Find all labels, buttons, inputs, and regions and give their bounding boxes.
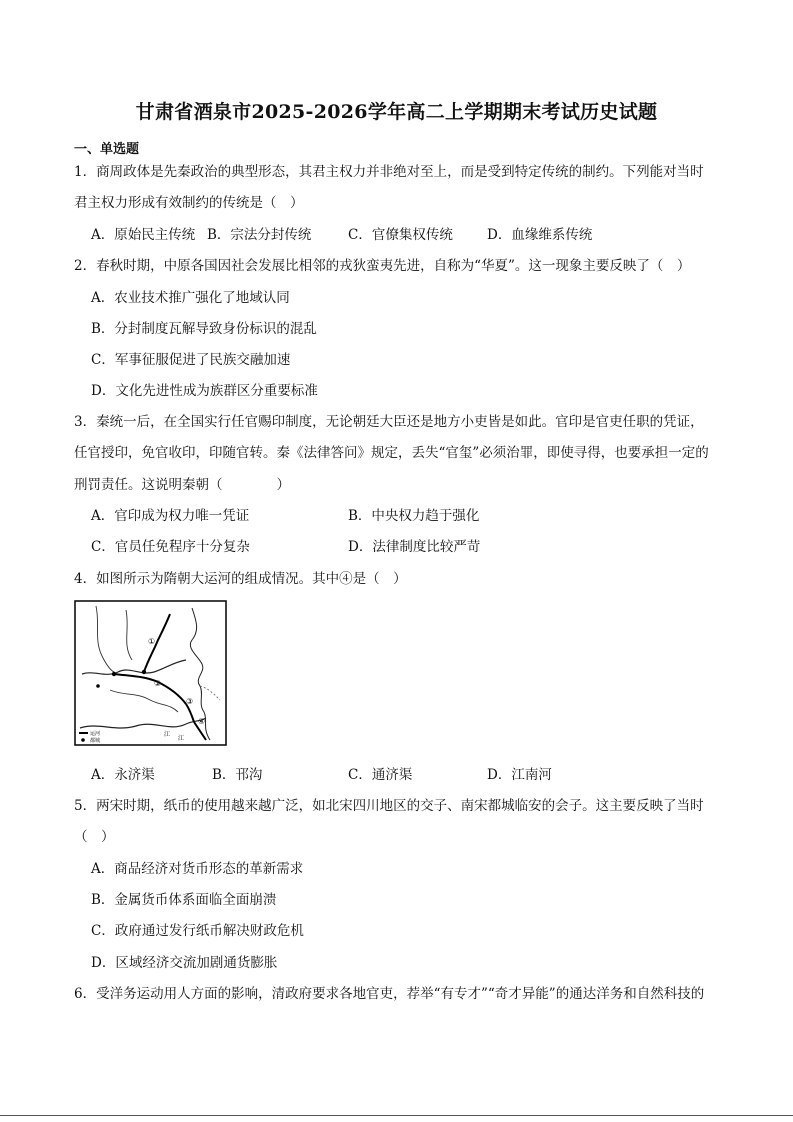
- q1-option-a[interactable]: A．原始民主传统: [91, 227, 196, 243]
- q5-stem-line2: （ ）: [74, 829, 115, 845]
- q5-option-c[interactable]: C．政府通过发行纸币解决财政危机: [91, 923, 304, 939]
- q1-stem-line2: 君主权力形成有效制约的传统是（ ）: [74, 195, 304, 211]
- map-label-3: ③: [186, 697, 194, 706]
- q6-stem-line1: 6．受洋务运动用人方面的影响，清政府要求各地官吏，荐举“有专才”“奇才异能”的通达洋务和自然科技的: [74, 986, 705, 1002]
- map-label-2: ②: [154, 679, 162, 688]
- q2-option-a[interactable]: A．农业技术推广强化了地域认同: [91, 290, 290, 306]
- q4-option-d[interactable]: D．江南河: [487, 767, 552, 783]
- q2-stem-line1: 2．春秋时期，中原各国因社会发展比相邻的戎狄蛮夷先进，自称为“华夏”。这一现象主要反映了（ ）: [74, 258, 691, 274]
- map-legend-canal: 运河: [90, 731, 101, 737]
- q5-option-d[interactable]: D．区域经济交流加剧通货膨胀: [91, 955, 278, 971]
- q1-option-c[interactable]: C．官僚集权传统: [348, 227, 453, 243]
- q4-option-b[interactable]: B．邗沟: [212, 767, 263, 783]
- q5-option-a[interactable]: A．商品经济对货币形态的革新需求: [91, 861, 304, 877]
- q5-option-b[interactable]: B．金属货币体系面临全面崩溃: [91, 892, 277, 908]
- q3-option-a[interactable]: A．官印成为权力唯一凭证: [91, 508, 250, 524]
- q1-option-d[interactable]: D．血缘维系传统: [487, 227, 593, 243]
- section-heading: 一、单选题: [74, 142, 140, 157]
- map-label-jiang-2: 江: [178, 735, 185, 742]
- grand-canal-map: [74, 600, 227, 746]
- q5-stem-line1: 5．两宋时期，纸币的使用越来越广泛，如北宋四川地区的交子、南宋都城临安的会子。这主要反映了当时: [74, 798, 704, 814]
- exam-title: 甘肃省酒泉市2025-2026学年高二上学期期末考试历史试题: [135, 101, 658, 123]
- q3-option-c[interactable]: C．官员任免程序十分复杂: [91, 539, 250, 555]
- q2-option-c[interactable]: C．军事征服促进了民族交融加速: [91, 352, 291, 368]
- q1-option-b[interactable]: B．宗法分封传统: [207, 227, 312, 243]
- map-label-1: ①: [148, 637, 156, 646]
- q4-stem-line1: 4．如图所示为隋朝大运河的组成情况。其中④是（ ）: [74, 571, 407, 587]
- map-legend-capital: 都城: [90, 738, 101, 744]
- map-label-jiang-1: 江: [164, 731, 171, 738]
- q3-stem-line1: 3．秦统一后，在全国实行任官赐印制度，无论朝廷大臣还是地方小吏皆是如此。官印是官吏任职的凭证，: [74, 414, 704, 430]
- q4-option-c[interactable]: C．通济渠: [348, 767, 413, 783]
- map-label-4: ④: [198, 717, 206, 726]
- page-bottom-rule: [0, 1115, 793, 1116]
- q2-option-d[interactable]: D．文化先进性成为族群区分重要标准: [91, 383, 318, 399]
- q2-option-b[interactable]: B．分封制度瓦解导致身份标识的混乱: [91, 321, 317, 337]
- q3-option-d[interactable]: D．法律制度比较严苛: [348, 539, 481, 555]
- q4-option-a[interactable]: A．永济渠: [91, 767, 155, 783]
- q1-stem-line1: 1．商周政体是先秦政治的典型形态，其君主权力并非绝对至上，而是受到特定传统的制约。下列能对当时: [74, 164, 704, 180]
- q3-option-b[interactable]: B．中央权力趋于强化: [348, 508, 480, 524]
- q3-stem-line2: 任官授印，免官收印，印随官转。秦《法律答问》规定，丢失“官玺”必须治罪，即使寻得，也要承担一定的: [74, 445, 709, 461]
- q3-stem-line3: 刑罚责任。这说明秦朝（ ）: [74, 477, 290, 493]
